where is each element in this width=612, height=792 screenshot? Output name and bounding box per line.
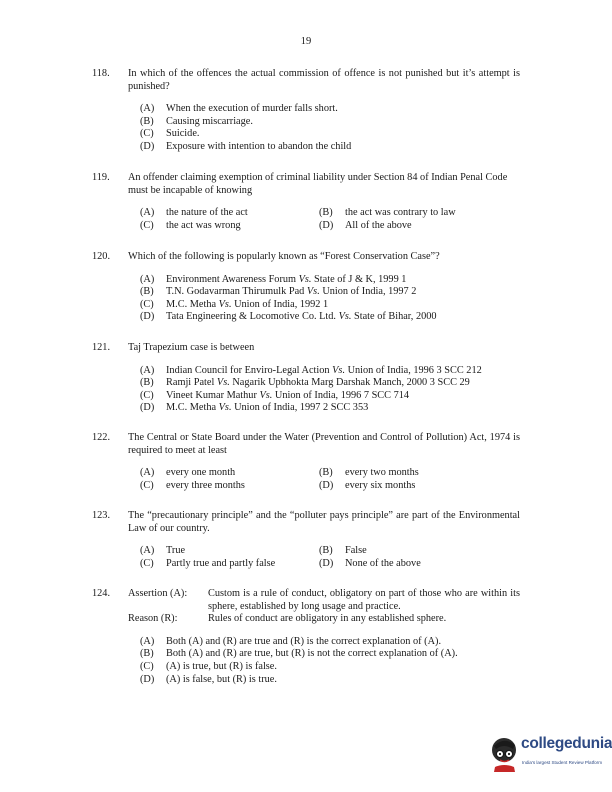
question-121 xyxy=(92,342,520,415)
option-d[interactable]: (D) All of the above xyxy=(319,219,412,231)
option-a[interactable]: (A) the nature of the act xyxy=(140,207,248,219)
option-c[interactable]: (C) Partly true and partly false xyxy=(140,557,276,569)
question-123 xyxy=(92,510,520,570)
mascot-icon xyxy=(489,735,521,773)
reason-label: Reason (R): xyxy=(128,613,178,625)
page-number: 19 xyxy=(300,36,312,47)
option-b[interactable]: (B) Both (A) and (R) are true, but (R) is not the correct explanation of (A). xyxy=(140,648,458,660)
question-119 xyxy=(92,172,520,232)
options-list xyxy=(140,365,520,415)
question-text: In which of the offences the actual commission of offence is not punished but it’s attempt is punished? xyxy=(128,68,520,92)
option-b[interactable]: (B) Ramji Patel Vs. Nagarik Upbhokta Marg Darshak Manch, 2000 3 SCC 29 xyxy=(140,377,470,389)
option-d[interactable]: (D) Tata Engineering & Locomotive Co. Ltd. Vs. State of Bihar, 2000 xyxy=(140,311,437,323)
collegedunia-logo[interactable] xyxy=(489,735,612,773)
question-number: 124. xyxy=(92,588,111,599)
option-b[interactable]: (B) Causing miscarriage. xyxy=(140,115,253,127)
options-list xyxy=(140,274,520,324)
option-d[interactable]: (D) None of the above xyxy=(319,557,421,569)
question-text: An offender claiming exemption of criminal liability under Section 84 of Indian Penal Code must be incapable of knowing xyxy=(128,172,508,196)
option-c[interactable]: (C) M.C. Metha Vs. Union of India, 1992 1 xyxy=(140,298,329,310)
question-122 xyxy=(92,432,520,492)
option-a[interactable]: (A) every one month xyxy=(140,467,236,479)
option-d[interactable]: (D) Exposure with intention to abandon the child xyxy=(140,140,352,152)
question-number: 123. xyxy=(92,510,111,521)
brand-name: collegedunia xyxy=(521,735,612,752)
options-grid xyxy=(140,467,520,492)
option-b[interactable]: (B) the act was contrary to law xyxy=(319,207,456,219)
brand-tagline: India's largest Student Review Platform xyxy=(522,760,603,765)
option-a[interactable]: (A) True xyxy=(140,545,186,557)
options-list xyxy=(140,636,520,686)
question-number: 122. xyxy=(92,432,111,443)
option-b[interactable]: (B) every two months xyxy=(319,467,419,479)
assertion-reason-block xyxy=(128,588,520,626)
option-d[interactable]: (D) M.C. Metha Vs. Union of India, 1997 2 SCC 353 xyxy=(140,402,369,414)
question-number: 118. xyxy=(92,68,110,79)
question-124 xyxy=(92,588,520,686)
option-a[interactable]: (A) Environment Awareness Forum Vs. State of J & K, 1999 1 xyxy=(140,273,407,285)
assertion-row xyxy=(128,588,520,613)
option-c[interactable]: (C) (A) is true, but (R) is false. xyxy=(140,660,277,672)
question-number: 121. xyxy=(92,342,111,353)
option-a[interactable]: (A) Both (A) and (R) are true and (R) is the correct explanation of (A). xyxy=(140,635,442,647)
assertion-label: Assertion (A): xyxy=(128,588,188,599)
assertion-text: Custom is a rule of conduct, obligatory on part of those who are within its sphere, established by long usage and practice. xyxy=(208,588,520,612)
option-a[interactable]: (A) When the execution of murder falls short. xyxy=(140,103,338,115)
options-grid xyxy=(140,545,520,570)
question-120 xyxy=(92,251,520,324)
question-text: Taj Trapezium case is between xyxy=(128,342,255,353)
question-text: The Central or State Board under the Water (Prevention and Control of Pollution) Act, 1974 is required to meet at least xyxy=(128,432,520,456)
question-text: The “precautionary principle” and the “polluter pays principle” are part of the Environmental Law of our country. xyxy=(128,510,520,534)
option-b[interactable]: (B) False xyxy=(319,545,367,557)
option-b[interactable]: (B) T.N. Godavarman Thirumulk Pad Vs. Union of India, 1997 2 xyxy=(140,286,417,298)
reason-text: Rules of conduct are obligatory in any established sphere. xyxy=(208,613,447,625)
option-d[interactable]: (D) every six months xyxy=(319,479,416,491)
option-d[interactable]: (D) (A) is false, but (R) is true. xyxy=(140,673,277,685)
option-c[interactable]: (C) Vineet Kumar Mathur Vs. Union of India, 1996 7 SCC 714 xyxy=(140,389,410,401)
question-text: Which of the following is popularly known as “Forest Conservation Case”? xyxy=(128,251,440,262)
option-c[interactable]: (C) every three months xyxy=(140,479,245,491)
question-number: 120. xyxy=(92,251,111,262)
option-c[interactable]: (C) Suicide. xyxy=(140,128,200,140)
option-a[interactable]: (A) Indian Council for Enviro-Legal Action Vs. Union of India, 1996 3 SCC 212 xyxy=(140,364,482,376)
options-grid xyxy=(140,207,520,232)
options-list xyxy=(140,103,520,153)
reason-row xyxy=(128,613,520,626)
option-c[interactable]: (C) the act was wrong xyxy=(140,219,241,231)
question-118 xyxy=(92,68,520,154)
question-number: 119. xyxy=(92,172,110,183)
